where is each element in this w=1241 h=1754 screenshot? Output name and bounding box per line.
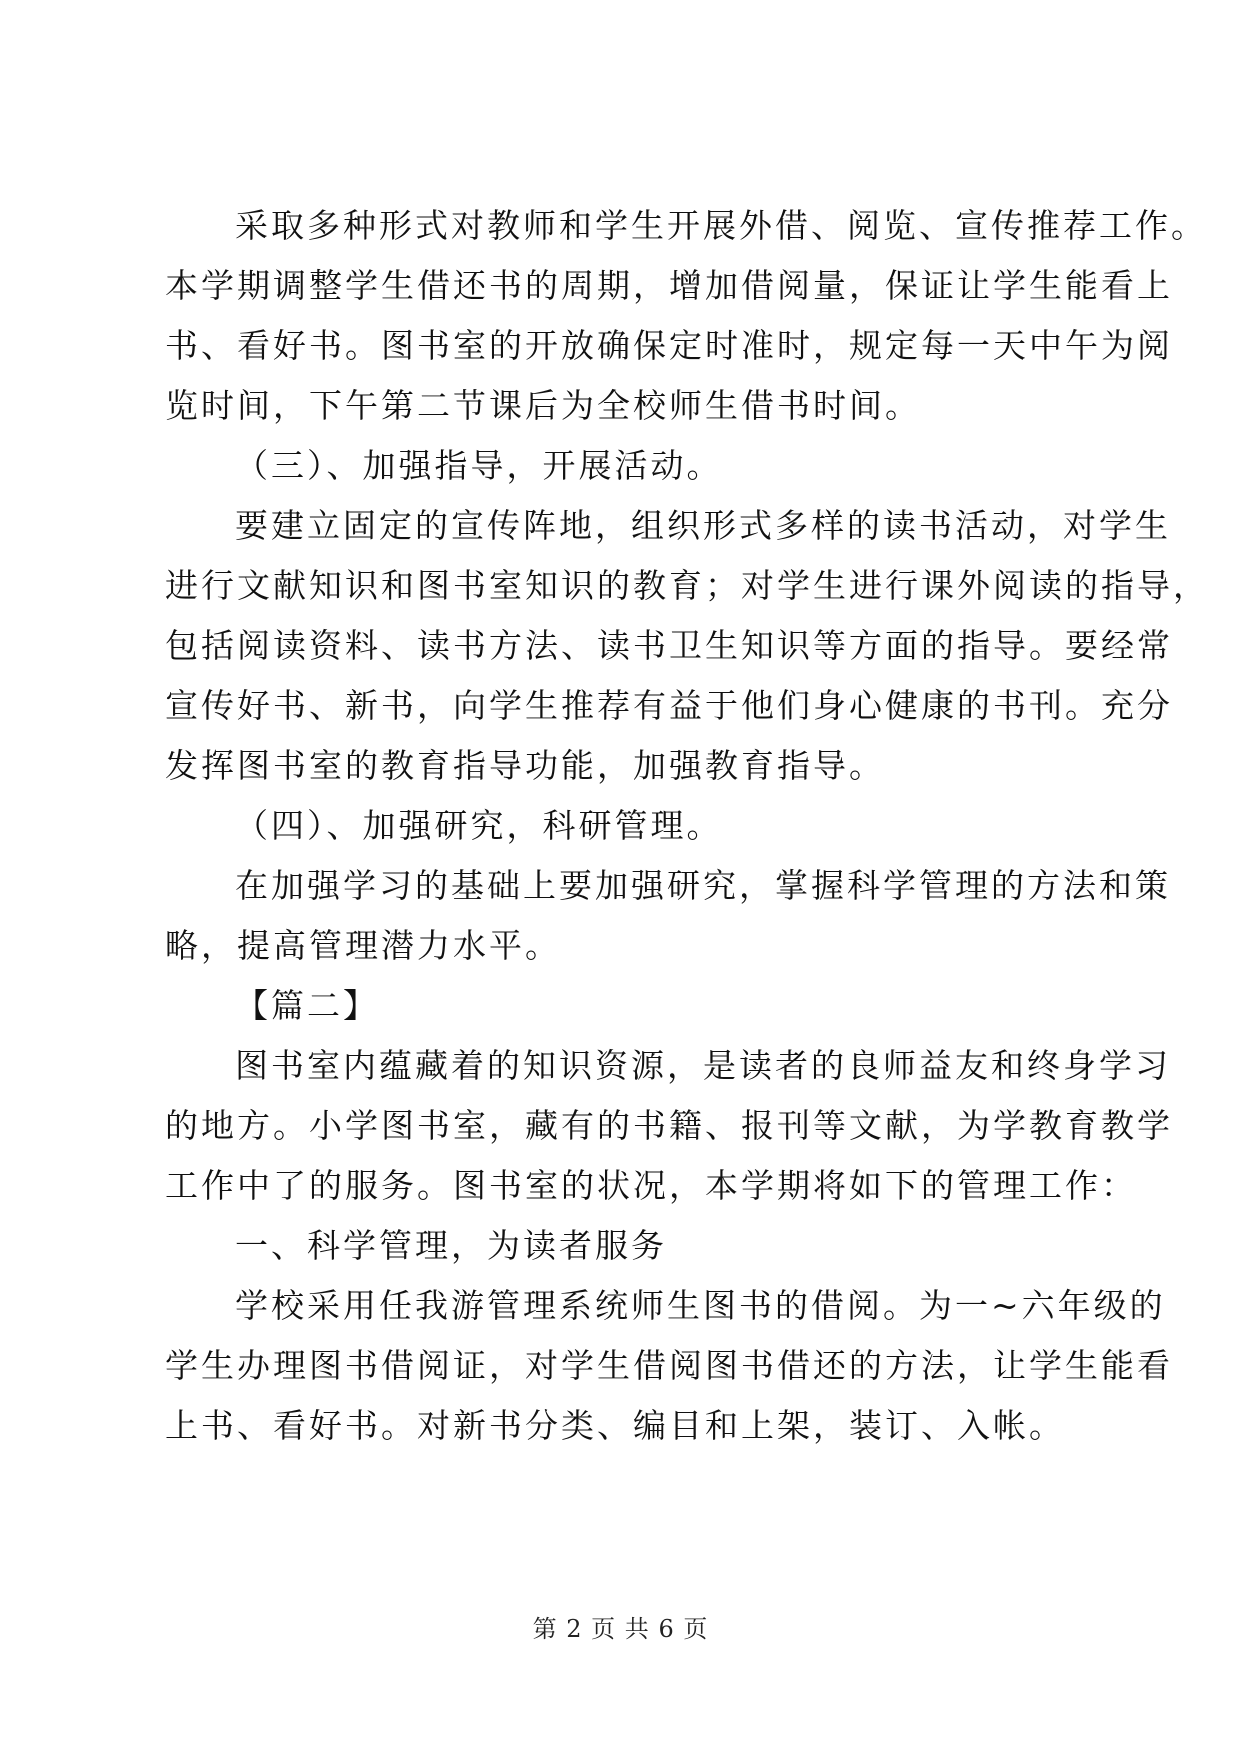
paragraph-line: 在加强学习的基础上要加强研究，掌握科学管理的方法和策 [235, 866, 1171, 905]
paragraph-line: 宣传好书、新书，向学生推荐有益于他们身心健康的书刊。充分 [165, 686, 1173, 725]
paragraph-line: 要建立固定的宣传阵地，组织形式多样的读书活动，对学生 [235, 506, 1171, 545]
paragraph-line: 进行文献知识和图书室知识的教育；对学生进行课外阅读的指导， [165, 566, 1209, 605]
paragraph-line: 图书室内蕴藏着的知识资源，是读者的良师益友和终身学习 [235, 1046, 1171, 1085]
chapter-heading: 【篇二】 [235, 986, 379, 1025]
paragraph-line: 包括阅读资料、读书方法、读书卫生知识等方面的指导。要经常 [165, 626, 1173, 665]
page-number-footer: 第 2 页 共 6 页 [532, 1615, 709, 1643]
paragraph-line: 本学期调整学生借还书的周期，增加借阅量，保证让学生能看上 [165, 266, 1173, 305]
paragraph-line: 学生办理图书借阅证，对学生借阅图书借还的方法，让学生能看 [165, 1346, 1173, 1385]
paragraph-line: 览时间，下午第二节课后为全校师生借书时间。 [165, 386, 921, 425]
paragraph-line: 学校采用任我游管理系统师生图书的借阅。为一~六年级的 [235, 1286, 1166, 1325]
paragraph-line: 的地方。小学图书室，藏有的书籍、报刊等文献，为学教育教学 [165, 1106, 1173, 1145]
document-body [165, 196, 1209, 1456]
paragraph-line: 书、看好书。图书室的开放确保定时准时，规定每一天中午为阅 [165, 326, 1173, 365]
section-heading: （四）、加强研究，科研管理。 [235, 806, 723, 845]
paragraph-line: 发挥图书室的教育指导功能，加强教育指导。 [165, 746, 885, 785]
paragraph-line: 采取多种形式对教师和学生开展外借、阅览、宣传推荐工作。 [235, 206, 1207, 245]
paragraph-line: 上书、看好书。对新书分类、编目和上架，装订、入帐。 [165, 1406, 1065, 1445]
paragraph-line: 工作中了的服务。图书室的状况，本学期将如下的管理工作： [165, 1166, 1137, 1205]
paragraph-line: 略，提高管理潜力水平。 [165, 926, 561, 965]
section-heading: （三）、加强指导，开展活动。 [235, 446, 723, 485]
section-heading: 一、科学管理，为读者服务 [235, 1226, 667, 1265]
